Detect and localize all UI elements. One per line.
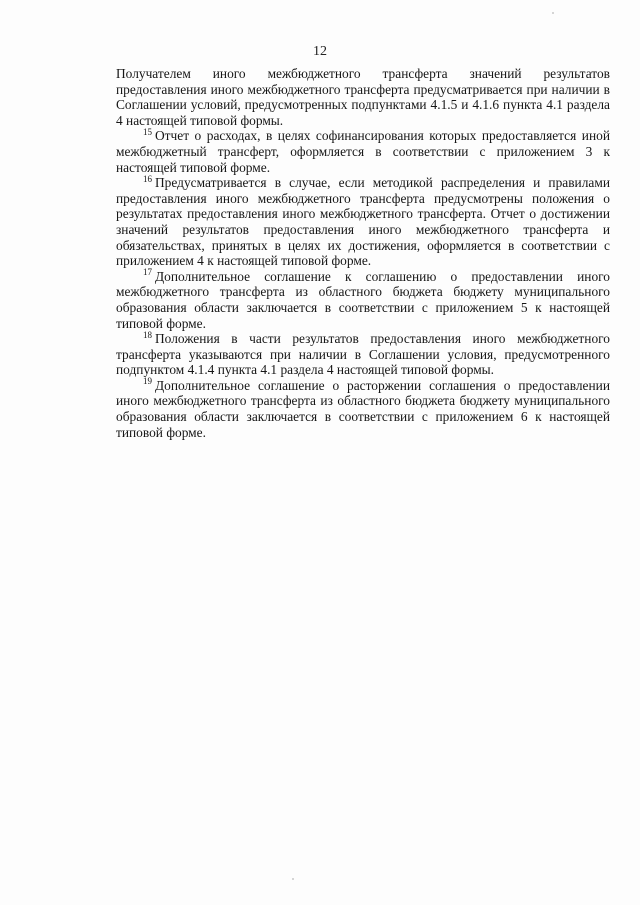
footnote-text: Дополнительное соглашение о расторжении соглашения о предоставлении иного межбюджетного трансферта из областного бюджета бюджету муниципального образования области заключается в соответствии с приложением 6 к настоящей типовой форме.	[116, 377, 610, 440]
footnote-marker: 18	[143, 329, 152, 340]
footnote-18	[116, 331, 610, 378]
footnote-15	[116, 128, 610, 175]
document-body	[116, 66, 610, 440]
footnote-marker: 17	[143, 267, 152, 278]
footnote-marker: 19	[143, 376, 152, 387]
footnote-19	[116, 378, 610, 440]
footnote-text: Предусматривается в случае, если методикой распределения и правилами предоставления иного межбюджетного трансферта предусмотрены положения о результатах предоставления иного межбюджетного трансферта. Отчет о достижении значений результатов предоставления иного межбюджетного трансферта и обязательствах, принятых в целях их достижения, оформляется в соответствии с приложением 4 к настоящей типовой форме.	[116, 175, 610, 269]
footnote-16	[116, 175, 610, 269]
footnote-marker: 16	[143, 173, 152, 184]
scan-speck	[552, 12, 554, 14]
footnote-text: Положения в части результатов предоставления иного межбюджетного трансферта указываются при наличии в Соглашении условия, предусмотренного подпунктом 4.1.4 пункта 4.1 раздела 4 настоящей типовой формы.	[116, 331, 610, 378]
footnote-17	[116, 269, 610, 331]
footnote-text: Отчет о расходах, в целях софинансирования которых предоставляется иной межбюджетный трансферт, оформляется в соответствии с приложением 3 к настоящей типовой форме.	[116, 128, 610, 175]
page-number: 12	[313, 44, 327, 59]
footnote-text: Дополнительное соглашение к соглашению о предоставлении иного межбюджетного трансферта из областного бюджета бюджету муниципального образования области заключается в соответствии с приложением 5 к настоящей типовой форме.	[116, 268, 610, 331]
paragraph-text: Получателем иного межбюджетного трансферта значений результатов предоставления иного межбюджетного трансферта предусматривается при наличии в Соглашении условий, предусмотренных подпунктами 4.1.5 и 4.1.6 пункта 4.1 раздела 4 настоящей типовой формы.	[116, 66, 610, 128]
paragraph-continuation	[116, 66, 610, 128]
footnote-marker: 15	[143, 126, 152, 137]
scan-speck	[292, 878, 294, 880]
